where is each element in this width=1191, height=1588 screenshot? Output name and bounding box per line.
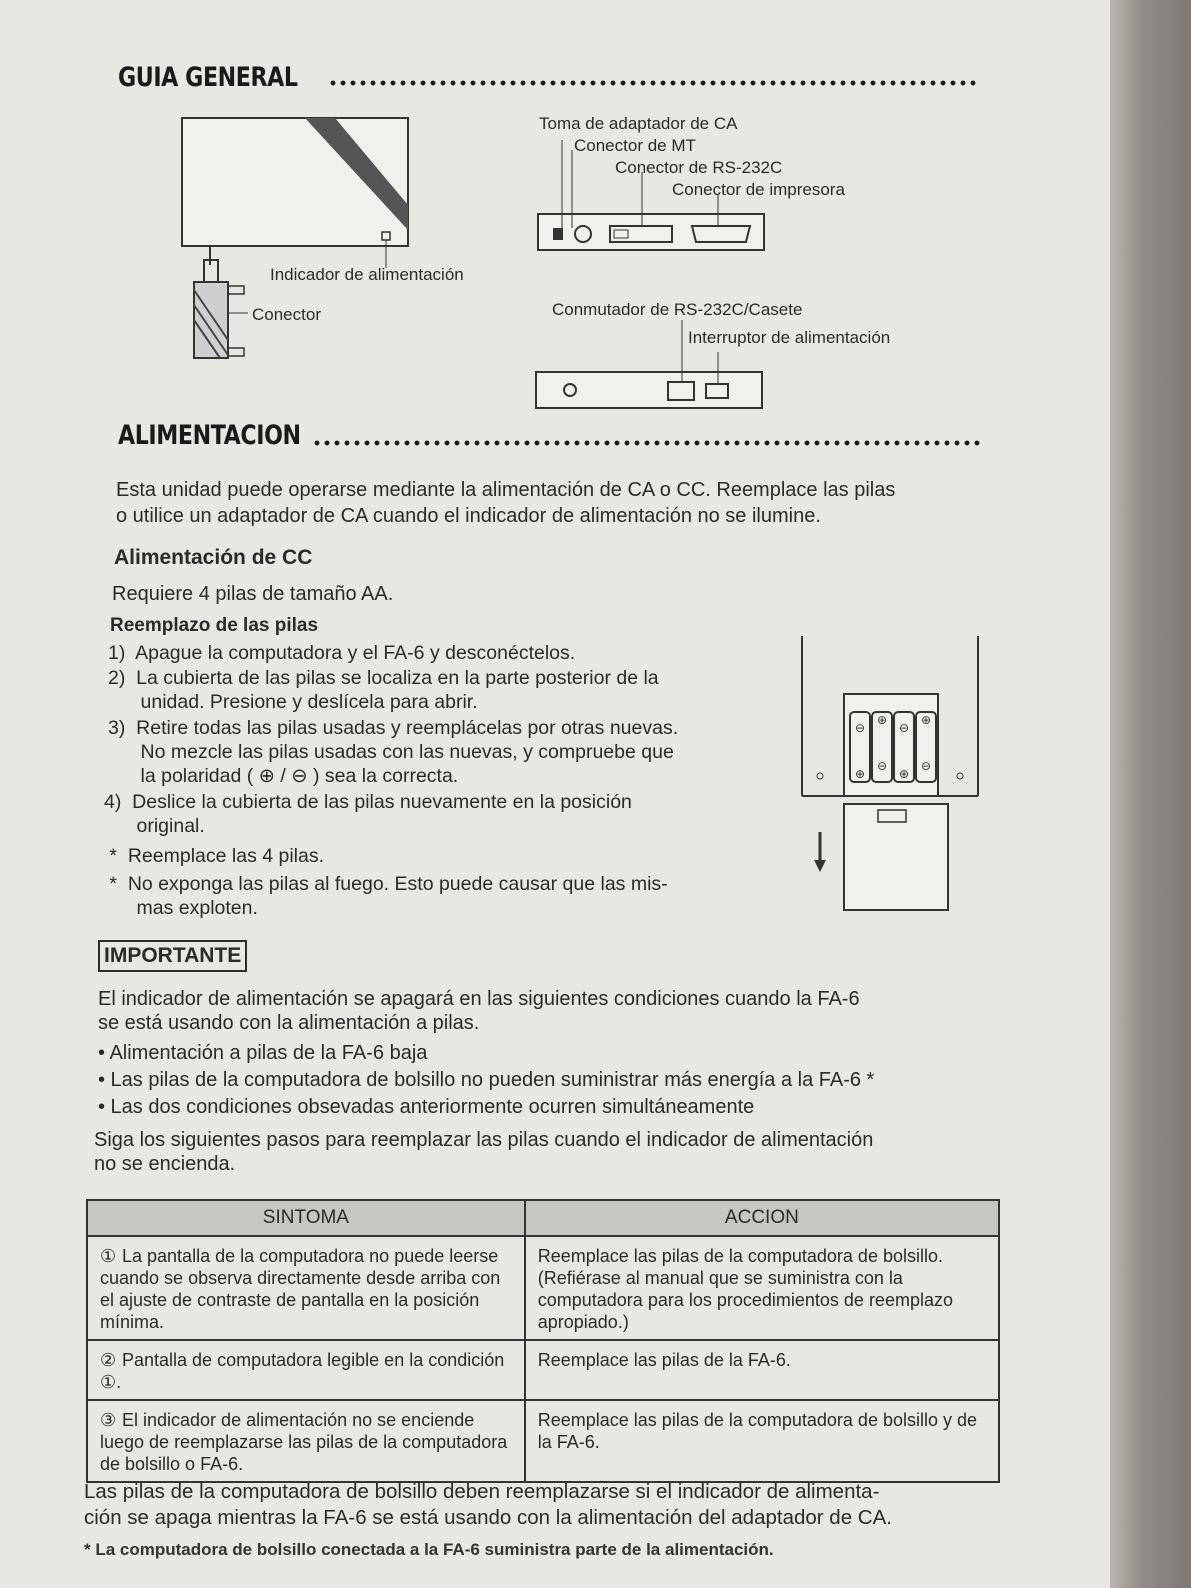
footer-line: ción se apaga mientras la FA-6 se está usando con la alimentación del adaptador de CA. (84, 1506, 892, 1529)
label-indicador: Indicador de alimentación (270, 265, 464, 284)
label-conector: Conector (252, 305, 321, 324)
svg-text:⊕: ⊕ (898, 767, 910, 781)
battery-diagram (798, 636, 988, 916)
symptom-cell (87, 1236, 525, 1340)
title-dot-leader (328, 80, 978, 86)
svg-text:⊖: ⊖ (854, 721, 866, 735)
condition-bullet: • Las dos condiciones obsevadas anteriormente ocurren simultáneamente (98, 1096, 755, 1118)
symptom-action-table (86, 1199, 1000, 1483)
section-title-guia: GUIA GENERAL (118, 62, 298, 93)
symptom-text: Pantalla de computadora legible en la condición ①. (100, 1350, 505, 1392)
step-line: unidad. Presione y deslícela para abrir. (108, 691, 478, 713)
important-text-line: El indicador de alimentación se apagará en las siguientes condiciones cuando la FA-6 (98, 988, 860, 1010)
step-line: No mezcle las pilas usadas con las nuevas, y compruebe que (108, 741, 674, 763)
table-row (87, 1400, 999, 1482)
step-line: 1) Apague la computadora y el FA-6 y desconéctelos. (108, 642, 576, 664)
column-header-accion: ACCION (525, 1200, 999, 1236)
table-header-row (87, 1200, 999, 1236)
symptom-text: El indicador de alimentación no se enciende luego de reemplazarse las pilas de la computadora de bolsillo o FA-6. (100, 1410, 508, 1474)
symptom-cell (87, 1340, 525, 1400)
step-line: original. (104, 815, 205, 837)
note-line: * Reemplace las 4 pilas. (104, 845, 325, 867)
intro-line: o utilice un adaptador de CA cuando el indicador de alimentación no se ilumine. (116, 505, 821, 527)
label-conmutador: Conmutador de RS-232C/Casete (552, 300, 803, 319)
page-gutter (1110, 0, 1191, 1588)
svg-text:⊕: ⊕ (876, 713, 888, 727)
step-line: 2) La cubierta de las pilas se localiza en la parte posterior de la (108, 667, 659, 689)
footer-line: Las pilas de la computadora de bolsillo deben reemplazarse si el indicador de alimenta- (84, 1480, 880, 1503)
symptom-text: La pantalla de la computadora no puede leerse cuando se observa directamente desde arriba con el ajuste de contraste de pantalla en la posición mínima. (100, 1246, 501, 1332)
title-dot-leader (312, 440, 980, 446)
column-header-sintoma: SINTOMA (87, 1200, 525, 1236)
footnote: * La computadora de bolsillo conectada a la FA-6 suministra parte de la alimentación. (84, 1540, 774, 1559)
row-number: ② (100, 1350, 117, 1370)
label-interruptor: Interruptor de alimentación (688, 328, 891, 347)
step-line: la polaridad ( ⊕ / ⊖ ) sea la correcta. (108, 765, 459, 787)
row-number: ① (100, 1246, 117, 1266)
note-line: mas exploten. (104, 897, 258, 919)
svg-text:⊖: ⊖ (876, 759, 888, 773)
svg-text:⊖: ⊖ (920, 759, 932, 773)
subsection-title-cc: Alimentación de CC (114, 546, 313, 569)
condition-bullet: • Alimentación a pilas de la FA-6 baja (98, 1042, 428, 1064)
important-badge: IMPORTANTE (98, 940, 247, 972)
step-line: 3) Retire todas las pilas usadas y reemplácelas por otras nuevas. (108, 717, 679, 739)
follow-text-line: no se encienda. (94, 1153, 236, 1175)
svg-text:⊕: ⊕ (854, 767, 866, 781)
label-conector-mt: Conector de MT (574, 136, 696, 155)
intro-line: Esta unidad puede operarse mediante la alimentación de CA o CC. Reemplace las pilas (116, 479, 896, 501)
requires-text: Requiere 4 pilas de tamaño AA. (112, 583, 394, 605)
action-cell: Reemplace las pilas de la FA-6. (525, 1340, 999, 1400)
label-conector-rs232c: Conector de RS-232C (615, 158, 783, 177)
svg-text:⊕: ⊕ (920, 713, 932, 727)
condition-bullet: • Las pilas de la computadora de bolsillo no pueden suministrar más energía a la FA-6 * (98, 1069, 875, 1091)
row-number: ③ (100, 1410, 117, 1430)
important-text-line: se está usando con la alimentación a pilas. (98, 1012, 480, 1034)
table-row (87, 1236, 999, 1340)
action-cell: Reemplace las pilas de la computadora de bolsillo. (Refiérase al manual que se suministra con la computadora para los procedimientos de reemplazo apropiado.) (525, 1236, 999, 1340)
table-row (87, 1340, 999, 1400)
svg-text:⊖: ⊖ (898, 721, 910, 735)
label-conector-impresora: Conector de impresora (672, 180, 845, 199)
step-line: 4) Deslice la cubierta de las pilas nuevamente en la posición (104, 791, 632, 813)
note-line: * No exponga las pilas al fuego. Esto puede causar que las mis- (104, 873, 668, 895)
action-cell: Reemplace las pilas de la computadora de bolsillo y de la FA-6. (525, 1400, 999, 1482)
follow-text-line: Siga los siguientes pasos para reemplazar las pilas cuando el indicador de alimentación (94, 1129, 874, 1151)
label-toma-adaptador: Toma de adaptador de CA (539, 114, 738, 133)
replace-title: Reemplazo de las pilas (110, 615, 319, 636)
section-title-alimentacion: ALIMENTACION (118, 420, 301, 451)
symptom-cell (87, 1400, 525, 1482)
